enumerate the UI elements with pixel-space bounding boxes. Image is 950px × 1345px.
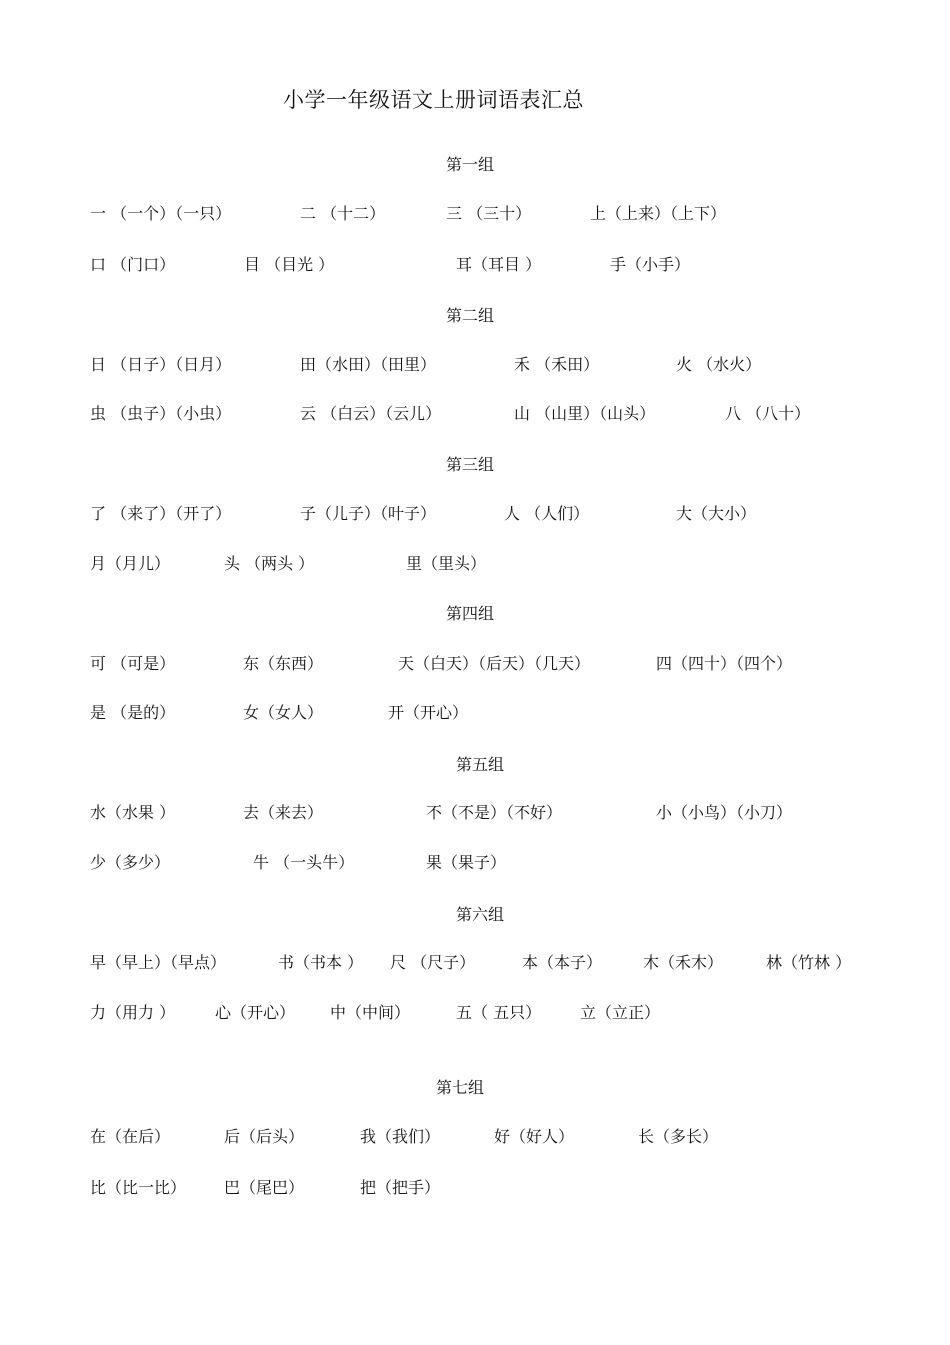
word-entry: 牛 （一头牛） — [253, 853, 355, 872]
word-entry: 不（不是）（不好） — [426, 803, 563, 822]
word-entry: 上（上来）（上下） — [590, 204, 727, 223]
word-entry: 去（来去） — [243, 803, 324, 822]
word-entry: 在（在后） — [90, 1127, 171, 1146]
word-entry: 林（竹林 ） — [766, 953, 852, 972]
word-entry: 尺 （尺子） — [390, 953, 476, 972]
word-entry: 少（多少） — [90, 853, 171, 872]
word-entry: 比（比一比） — [90, 1178, 187, 1197]
group-heading-1: 第一组 — [446, 155, 495, 174]
word-entry: 力（用力 ） — [90, 1003, 176, 1022]
group-heading-7: 第七组 — [436, 1078, 485, 1097]
word-entry: 女（女人） — [243, 703, 324, 722]
word-entry: 里（里头） — [406, 554, 487, 573]
group-heading-2: 第二组 — [446, 306, 495, 325]
word-entry: 子（儿子）（叶子） — [300, 504, 437, 523]
word-entry: 早（早上）（早点） — [90, 953, 227, 972]
word-entry: 一 （一个）（一只） — [90, 204, 232, 223]
word-entry: 八 （八十） — [725, 404, 811, 423]
word-entry: 手（小手） — [610, 255, 691, 274]
word-entry: 可 （可是） — [90, 654, 176, 673]
word-entry: 天（白天）（后天）（几天） — [398, 654, 591, 673]
word-entry: 后（后头） — [224, 1127, 305, 1146]
word-entry: 本（本子） — [522, 953, 603, 972]
page-title: 小学一年级语文上册词语表汇总 — [283, 88, 584, 112]
word-entry: 把（把手） — [360, 1178, 441, 1197]
group-heading-5: 第五组 — [456, 755, 505, 774]
word-entry: 三 （三十） — [446, 204, 532, 223]
word-entry: 小（小鸟）（小刀） — [656, 803, 793, 822]
word-entry: 火 （水火） — [676, 355, 762, 374]
word-entry: 田（水田）（田里） — [300, 355, 437, 374]
word-entry: 耳（耳目 ） — [456, 255, 542, 274]
word-entry: 人 （人们） — [504, 504, 590, 523]
word-entry: 五（ 五只） — [456, 1003, 542, 1022]
word-entry: 木（禾木） — [643, 953, 724, 972]
word-entry: 山 （山里）（山头） — [514, 404, 656, 423]
word-entry: 我（我们） — [360, 1127, 441, 1146]
word-entry: 心（开心） — [215, 1003, 296, 1022]
word-entry: 日 （日子）（日月） — [90, 355, 232, 374]
group-heading-4: 第四组 — [446, 604, 495, 623]
word-entry: 中（中间） — [330, 1003, 411, 1022]
word-entry: 好（好人） — [494, 1127, 575, 1146]
word-entry: 禾 （禾田） — [514, 355, 600, 374]
word-entry: 立（立正） — [580, 1003, 661, 1022]
word-entry: 口 （门口） — [90, 255, 176, 274]
word-entry: 头 （两头 ） — [224, 554, 315, 573]
word-entry: 四（四十）（四个） — [656, 654, 793, 673]
word-entry: 开（开心） — [388, 703, 469, 722]
word-entry: 果（果子） — [426, 853, 507, 872]
word-entry: 巴（尾巴） — [224, 1178, 305, 1197]
group-heading-3: 第三组 — [446, 455, 495, 474]
word-entry: 月（月儿） — [90, 554, 171, 573]
word-entry: 长（多长） — [638, 1127, 719, 1146]
word-entry: 虫 （虫子）（小虫） — [90, 404, 232, 423]
word-entry: 水（水果 ） — [90, 803, 176, 822]
word-entry: 目 （目光 ） — [244, 255, 335, 274]
word-entry: 东（东西） — [243, 654, 324, 673]
word-entry: 书（书本 ） — [278, 953, 364, 972]
group-heading-6: 第六组 — [456, 905, 505, 924]
word-entry: 了 （来了）（开了） — [90, 504, 232, 523]
word-entry: 是 （是的） — [90, 703, 176, 722]
word-entry: 大（大小） — [676, 504, 757, 523]
word-entry: 云 （白云）（云儿） — [300, 404, 442, 423]
word-entry: 二 （十二） — [300, 204, 386, 223]
